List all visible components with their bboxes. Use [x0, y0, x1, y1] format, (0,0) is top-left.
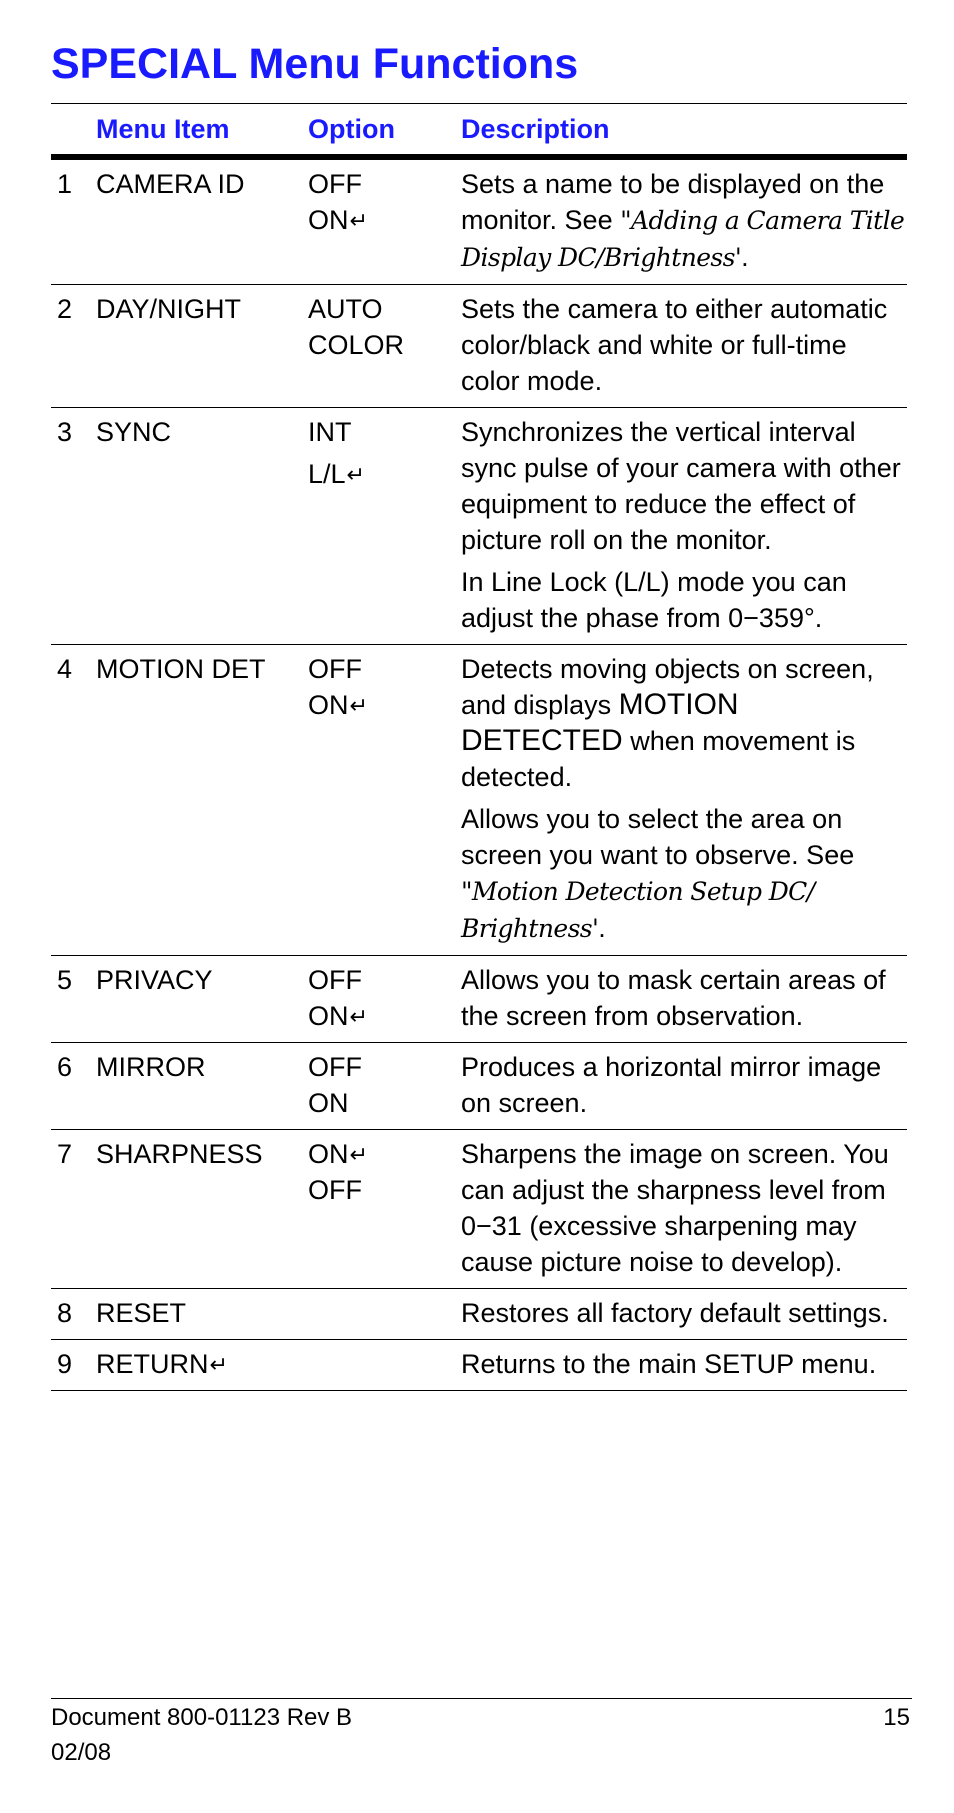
menu-item-label: SYNC [96, 417, 172, 447]
table-row [51, 1289, 907, 1340]
option-value-with-enter [308, 202, 461, 238]
menu-item-label: MOTION DET [96, 654, 266, 684]
menu-item-label: PRIVACY [96, 965, 213, 995]
option-list [308, 1136, 461, 1280]
table-row [51, 160, 907, 285]
description [461, 1136, 907, 1280]
option-value: OFF [308, 1175, 362, 1205]
description-paragraph [461, 801, 907, 947]
enter-icon: ↵ [349, 1142, 368, 1167]
option-label: ON [308, 1139, 349, 1169]
description-paragraph: Sharpens the image on screen. You can adjust the sharpness level from 0−31 (excessive sharpening may cause picture noise to develop). [461, 1139, 889, 1277]
description [461, 1049, 907, 1121]
option-value: AUTO [308, 294, 383, 324]
menu-item-label: MIRROR [96, 1052, 206, 1082]
enter-icon: ↵ [349, 1004, 368, 1029]
row-number: 1 [57, 169, 73, 199]
description-text: . [598, 913, 606, 943]
page-title: SPECIAL Menu Functions [51, 40, 579, 88]
option-list [308, 1295, 461, 1331]
description-paragraph: Restores all factory default settings. [461, 1298, 889, 1328]
table-row [51, 285, 907, 408]
table-row [51, 1130, 907, 1289]
enter-icon: ↵ [209, 1352, 228, 1377]
option-value: COLOR [308, 330, 405, 360]
description-paragraph: Allows you to mask certain areas of the screen from observation. [461, 965, 886, 1031]
option-label: L/L [308, 459, 346, 489]
description [461, 414, 907, 636]
menu-item-label: CAMERA ID [96, 169, 245, 199]
menu-item-label: DAY/NIGHT [96, 294, 242, 324]
description [461, 1346, 907, 1382]
special-menu-table [51, 103, 907, 1391]
table-row [51, 956, 907, 1043]
enter-icon: ↵ [346, 462, 365, 487]
description-text: . [741, 242, 749, 272]
menu-item-label-with-enter [96, 1346, 308, 1382]
option-list [308, 291, 461, 399]
option-value: OFF [308, 169, 362, 199]
option-value-with-enter [308, 1136, 461, 1172]
description [461, 291, 907, 399]
header-menu-item: Menu Item [96, 113, 230, 144]
option-value-with-enter [308, 998, 461, 1034]
cross-reference: "Motion Detection Setup DC/ Brightness' [461, 877, 815, 943]
option-value: OFF [308, 965, 362, 995]
header-option: Option [308, 113, 395, 144]
row-number: 4 [57, 654, 73, 684]
row-number: 6 [57, 1052, 73, 1082]
footer-rule [51, 1698, 912, 1699]
table-row [51, 1340, 907, 1391]
document-date: 02/08 [51, 1739, 112, 1766]
header-description: Description [461, 113, 610, 144]
description [461, 651, 907, 947]
row-number: 7 [57, 1139, 73, 1169]
footer-document-info [51, 1700, 352, 1770]
description-paragraph: Synchronizes the vertical interval sync pulse of your camera with other equipment to reduce the effect of picture roll on the monitor. [461, 417, 901, 555]
page-number: 15 [883, 1704, 910, 1731]
description [461, 962, 907, 1034]
option-value: OFF [308, 1052, 362, 1082]
description [461, 166, 907, 276]
menu-item-label: SHARPNESS [96, 1139, 263, 1169]
row-number: 3 [57, 417, 73, 447]
description-text: Allows you to select the area on screen you want to observe. See [461, 804, 855, 870]
option-value-with-enter [308, 687, 461, 723]
description-paragraph [461, 166, 907, 276]
option-value: OFF [308, 654, 362, 684]
row-number: 2 [57, 294, 73, 324]
cross-reference: "Adding a Camera Title Display DC/Brightness' [461, 206, 905, 272]
row-number: 8 [57, 1298, 73, 1328]
option-list [308, 166, 461, 276]
description-paragraph [461, 651, 907, 795]
description-text: when movement is detected. [461, 726, 856, 792]
enter-icon: ↵ [349, 693, 368, 718]
option-list [308, 1346, 461, 1382]
document-number: Document 800-01123 Rev B [51, 1704, 353, 1731]
description-paragraph: In Line Lock (L/L) mode you can adjust the phase from 0−359°. [461, 567, 847, 633]
option-value-with-enter [308, 456, 461, 492]
table-row [51, 1043, 907, 1130]
option-list [308, 414, 461, 636]
description-paragraph: Returns to the main SETUP menu. [461, 1349, 877, 1379]
option-list [308, 962, 461, 1034]
option-label: ON [308, 690, 349, 720]
menu-item-label: RESET [96, 1298, 187, 1328]
description-paragraph: Sets the camera to either automatic color/black and white or full-time color mode. [461, 294, 888, 396]
option-list [308, 651, 461, 947]
on-screen-message: MOTION DETECTED [461, 688, 739, 757]
option-value: ON [308, 1088, 349, 1118]
description-text: Detects moving objects on screen, and displays [461, 654, 874, 720]
enter-icon: ↵ [349, 208, 368, 233]
menu-item-label: RETURN [96, 1349, 209, 1379]
row-number: 9 [57, 1349, 73, 1379]
description [461, 1295, 907, 1331]
description-text: Sets a name to be displayed on the monitor. See [461, 169, 885, 235]
table-header [51, 104, 907, 160]
description-paragraph: Produces a horizontal mirror image on screen. [461, 1052, 882, 1118]
row-number: 5 [57, 965, 73, 995]
option-label: ON [308, 205, 349, 235]
option-value: INT [308, 417, 352, 447]
option-label: ON [308, 1001, 349, 1031]
table-row [51, 645, 907, 956]
option-list [308, 1049, 461, 1121]
table-row [51, 408, 907, 645]
